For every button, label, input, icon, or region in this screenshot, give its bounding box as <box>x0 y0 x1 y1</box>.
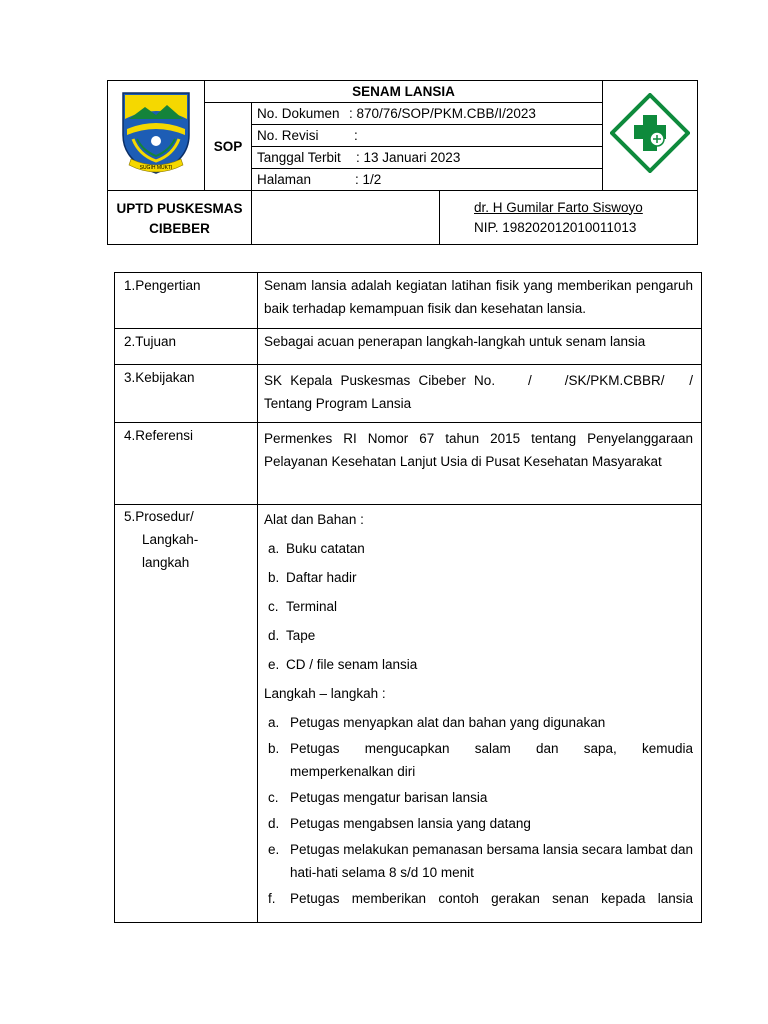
list-item <box>264 887 693 910</box>
list-item <box>264 812 693 835</box>
cianjur-emblem-icon <box>119 89 193 177</box>
prosedur-label-line-3: langkah <box>142 555 190 570</box>
sop-label: SOP <box>205 103 252 191</box>
prosedur-label-line-2: Langkah- <box>142 532 199 547</box>
list-text: Terminal <box>286 599 338 614</box>
list-text: Petugas memberikan contoh gerakan senan kepada lansia <box>290 891 693 906</box>
issue-date-label: Tanggal Terbit <box>257 149 341 165</box>
list-text: Petugas mengabsen lansia yang datang <box>290 816 531 831</box>
list-marker: b. <box>268 570 280 585</box>
list-item <box>264 650 693 679</box>
list-marker: f. <box>268 891 276 906</box>
doc-number-value: : 870/76/SOP/PKM.CBB/I/2023 <box>349 105 536 121</box>
list-text: Petugas mengatur barisan lansia <box>290 790 488 805</box>
list-marker: b. <box>268 741 280 756</box>
signer-name: dr. H Gumilar Farto Siswoyo <box>474 199 643 215</box>
alat-bahan-title: Alat dan Bahan : <box>264 512 364 527</box>
pengertian-label: 1.Pengertian <box>115 273 258 329</box>
list-text: CD / file senam lansia <box>286 657 418 672</box>
sop-content-table <box>114 272 702 923</box>
list-text: Petugas menyapkan alat dan bahan yang digunakan <box>290 715 606 730</box>
prosedur-label-line-1: 5.Prosedur/ <box>124 509 194 524</box>
organization-name <box>108 191 252 245</box>
kebijakan-label: 3.Kebijakan <box>115 365 258 423</box>
alat-bahan-list <box>264 534 693 679</box>
tujuan-text: Sebagai acuan penerapan langkah-langkah untuk senam lansia <box>264 334 646 349</box>
organization-line-1: UPTD PUSKESMAS <box>116 200 243 216</box>
tujuan-content <box>258 329 702 365</box>
langkah-title: Langkah – langkah : <box>264 686 386 701</box>
prosedur-content <box>258 505 702 923</box>
list-item <box>264 534 693 563</box>
pengertian-content <box>258 273 702 329</box>
list-text: Daftar hadir <box>286 570 357 585</box>
list-item <box>264 592 693 621</box>
page-row <box>252 169 603 191</box>
list-marker: e. <box>268 657 280 672</box>
referensi-label: 4.Referensi <box>115 423 258 505</box>
list-item <box>264 786 693 809</box>
puskesmas-logo-icon <box>610 93 690 173</box>
organization-line-2: CIBEBER <box>149 220 210 236</box>
page-label: Halaman <box>257 171 312 187</box>
list-marker: d. <box>268 816 280 831</box>
kebijakan-line-2: Tentang Program Lansia <box>264 396 412 411</box>
issue-date-row <box>252 147 603 169</box>
signature-block <box>440 191 698 245</box>
list-text: Petugas mengucapkan salam dan sapa, kemudia memperkenalkan diri <box>290 741 697 779</box>
referensi-content <box>258 423 702 505</box>
list-marker: d. <box>268 628 280 643</box>
document-title: SENAM LANSIA <box>205 81 603 103</box>
kebijakan-line-1: SK Kepala Puskesmas Cibeber No. / /SK/PKM.CBBR/ / <box>264 373 693 388</box>
doc-number-row <box>252 103 603 125</box>
list-marker: a. <box>268 541 280 556</box>
doc-number-label: No. Dokumen <box>257 105 340 121</box>
tujuan-label: 2.Tujuan <box>115 329 258 365</box>
sop-header-table <box>107 80 698 245</box>
prosedur-label <box>115 505 258 923</box>
list-marker: c. <box>268 599 279 614</box>
emblem-motto: SUGIH MUKTI <box>139 164 173 171</box>
list-marker: a. <box>268 715 280 730</box>
langkah-list <box>264 711 697 910</box>
list-marker: e. <box>268 842 280 857</box>
page-value: : 1/2 <box>355 171 382 187</box>
pengertian-text: Senam lansia adalah kegiatan latihan fisik yang memberikan pengaruh baik terhadap kemampuan fisik dan kesehatan lansia. <box>264 278 693 316</box>
list-text: Petugas melakukan pemanasan bersama lansia secara lambat dan hati-hati selama 8 s/d 10 menit <box>290 842 693 880</box>
list-item <box>264 737 697 783</box>
revision-row <box>252 125 603 147</box>
regency-emblem-cell <box>108 81 205 191</box>
signer-nip: NIP. 198202012010011013 <box>474 219 637 235</box>
list-item <box>264 563 693 592</box>
kebijakan-content <box>258 365 702 423</box>
list-marker: c. <box>268 790 279 805</box>
puskesmas-logo-cell <box>603 81 698 191</box>
list-item <box>264 838 693 884</box>
issue-date-value: : 13 Januari 2023 <box>356 149 461 165</box>
list-text: Buku catatan <box>286 541 365 556</box>
referensi-text: Permenkes RI Nomor 67 tahun 2015 tentang Penyelanggaraan Pelayanan Kesehatan Lanjut Usia di Pusat Kesehatan Masyarakat <box>264 431 693 469</box>
revision-value: : <box>354 127 358 143</box>
list-item <box>264 711 693 734</box>
revision-label: No. Revisi <box>257 127 319 143</box>
blank-cell <box>252 191 440 245</box>
list-text: Tape <box>286 628 316 643</box>
list-item <box>264 621 693 650</box>
